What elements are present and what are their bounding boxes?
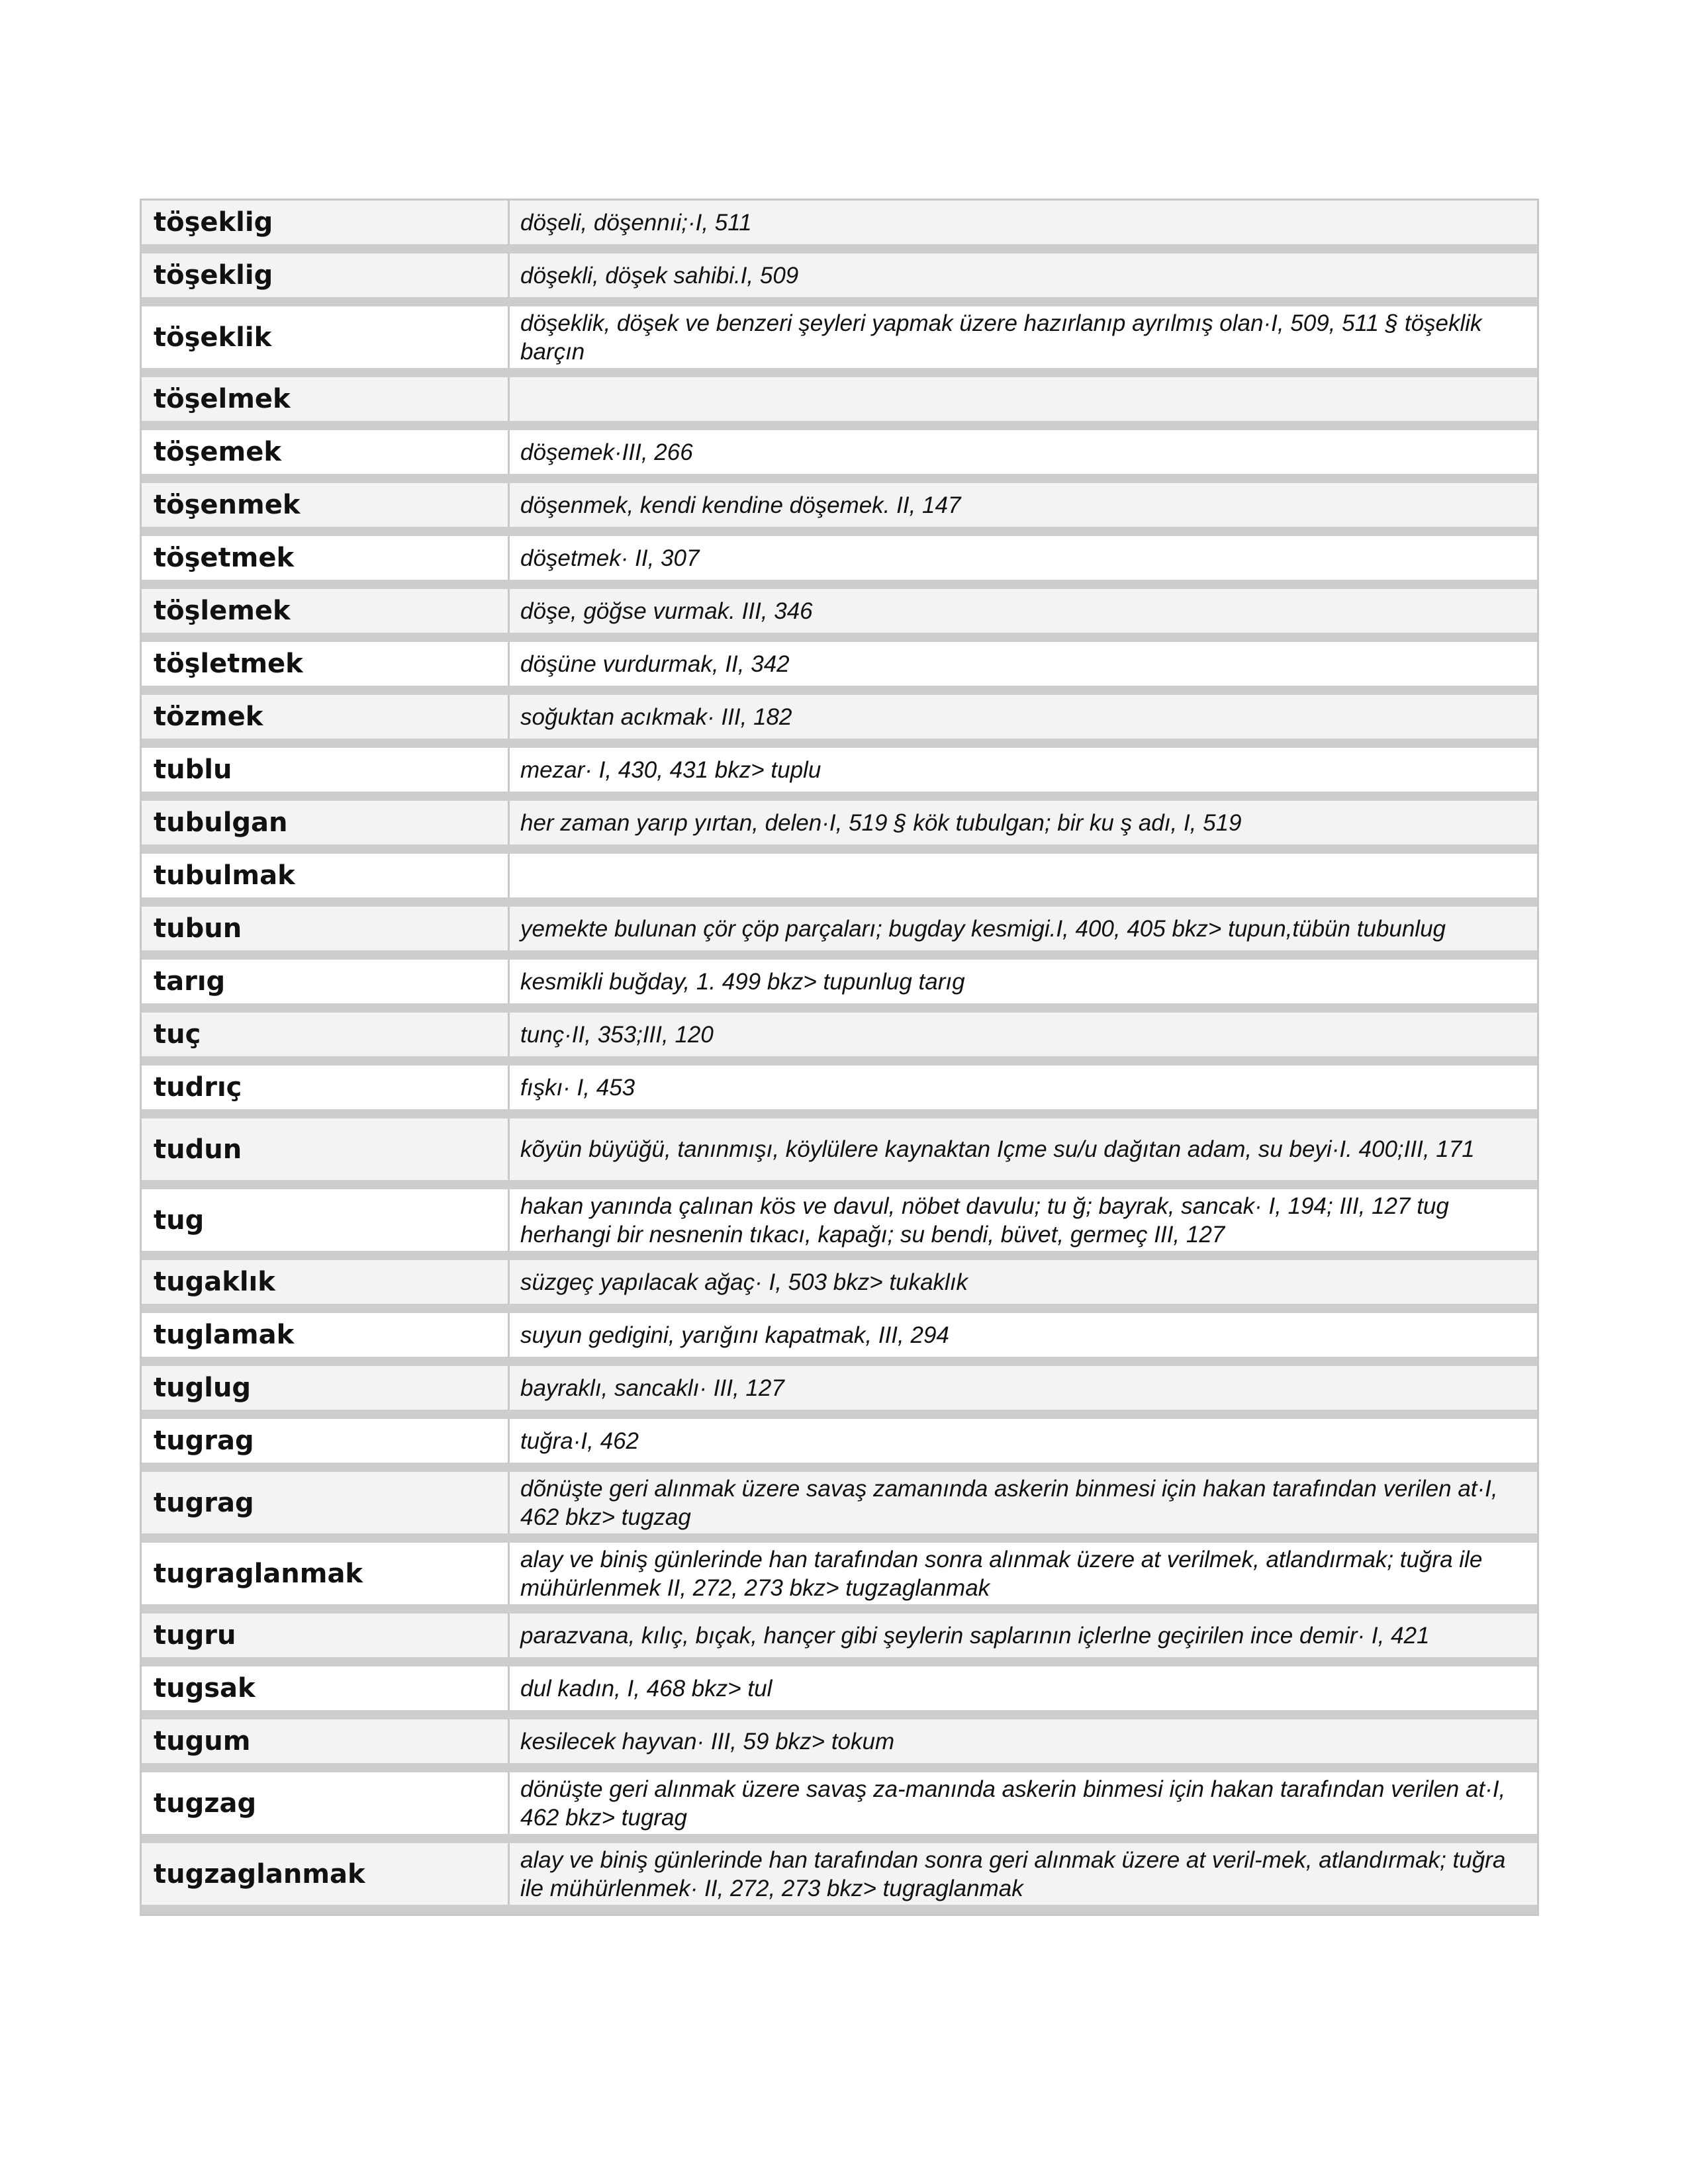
table-row — [142, 748, 1537, 801]
definition-cell — [510, 1419, 1537, 1463]
term-cell: töşetmek — [142, 536, 510, 580]
definition-cell — [510, 1772, 1537, 1834]
term-cell: tözmek — [142, 695, 510, 739]
table-row — [142, 642, 1537, 695]
definition-cell — [510, 1118, 1537, 1180]
term-cell: töşelmek — [142, 377, 510, 421]
definition-cell — [510, 1366, 1537, 1410]
table-row — [142, 377, 1537, 430]
definition-text: dõnüşte geri alınmak üzere savaş zamanında askerin binmesi için hakan tarafından verilen at·I, 462 bkz> tugzag — [520, 1475, 1498, 1530]
term-cell: tubulmak — [142, 854, 510, 897]
definition-text: döşüne vurdurmak, II, 342 — [520, 651, 790, 677]
definition-cell — [510, 1066, 1537, 1109]
term-cell: tuglug — [142, 1366, 510, 1410]
table-row — [142, 1843, 1537, 1914]
definition-cell — [510, 253, 1537, 297]
term-cell: töşeklik — [142, 306, 510, 368]
definition-cell — [510, 1614, 1537, 1657]
term-cell: tubun — [142, 907, 510, 950]
table-row — [142, 801, 1537, 854]
term-cell: tuç — [142, 1013, 510, 1056]
table-row — [142, 589, 1537, 642]
definition-cell — [510, 589, 1537, 633]
term-cell: töşletmek — [142, 642, 510, 686]
definition-text: döşeklik, döşek ve benzeri şeyleri yapmak üzere hazırlanıp ayrılmış olan·I, 509, 511 § töşeklik barçın — [520, 310, 1482, 365]
definition-cell — [510, 201, 1537, 244]
table-row — [142, 907, 1537, 960]
term-cell: tugrag — [142, 1472, 510, 1533]
definition-text: yemekte bulunan çör çöp parçaları; bugday kesmigi.I, 400, 405 bkz> tupun,tübün tubunlug — [520, 915, 1446, 942]
definition-text: alay ve biniş günlerinde han tarafından sonra alınmak üzere at verilmek, atlandırmak; tuğra ile mühürlenmek II, 272, 273 bkz> tugzaglanmak — [520, 1546, 1483, 1601]
term-cell: tugraglanmak — [142, 1543, 510, 1604]
definition-cell — [510, 1260, 1537, 1304]
definition-text: döşetmek· II, 307 — [520, 545, 700, 571]
term-cell: tug — [142, 1189, 510, 1251]
definition-text: döşekli, döşek sahibi.I, 509 — [520, 262, 799, 289]
definition-cell — [510, 801, 1537, 844]
definition-cell — [510, 642, 1537, 686]
term-cell: tugsak — [142, 1666, 510, 1710]
definition-text: kõyün büyüğü, tanınmışı, köylülere kaynaktan Içme su/u dağıtan adam, su beyi·I. 400;III, 171 — [520, 1136, 1475, 1162]
dictionary-table — [140, 199, 1539, 1916]
definition-cell — [510, 377, 1537, 421]
term-cell: töşlemek — [142, 589, 510, 633]
term-cell: tuglamak — [142, 1313, 510, 1357]
table-row — [142, 1066, 1537, 1118]
term-cell: tugum — [142, 1719, 510, 1763]
definition-text: her zaman yarıp yırtan, delen·I, 519 § kök tubulgan; bir ku ş adı, I, 519 — [520, 809, 1242, 836]
definition-text: mezar· I, 430, 431 bkz> tuplu — [520, 756, 821, 783]
definition-text: tunç·II, 353;III, 120 — [520, 1021, 714, 1048]
table-row — [142, 1614, 1537, 1666]
definition-cell — [510, 1189, 1537, 1251]
table-row — [142, 960, 1537, 1013]
term-cell: tudrıç — [142, 1066, 510, 1109]
table-row — [142, 1666, 1537, 1719]
definition-cell — [510, 907, 1537, 950]
table-row — [142, 483, 1537, 536]
definition-text: bayraklı, sancaklı· III, 127 — [520, 1375, 784, 1401]
table-row — [142, 1472, 1537, 1543]
table-row — [142, 1260, 1537, 1313]
table-row — [142, 201, 1537, 253]
term-cell: tugru — [142, 1614, 510, 1657]
table-row — [142, 1719, 1537, 1772]
definition-text: döşenmek, kendi kendine döşemek. II, 147 — [520, 492, 961, 518]
term-cell: töşenmek — [142, 483, 510, 527]
definition-text: kesmikli buğday, 1. 499 bkz> tupunlug tarıg — [520, 968, 965, 995]
definition-cell — [510, 536, 1537, 580]
definition-cell — [510, 960, 1537, 1003]
definition-cell — [510, 854, 1537, 897]
term-cell: töşeklig — [142, 253, 510, 297]
definition-cell — [510, 306, 1537, 368]
definition-text: döşe, göğse vurmak. III, 346 — [520, 598, 813, 624]
term-cell: töşeklig — [142, 201, 510, 244]
term-cell: tugrag — [142, 1419, 510, 1463]
definition-text: suyun gedigini, yarığını kapatmak, III, 294 — [520, 1322, 949, 1348]
definition-text: kesilecek hayvan· III, 59 bkz> tokum — [520, 1728, 895, 1754]
term-cell: tubulgan — [142, 801, 510, 844]
definition-text: tuğra·I, 462 — [520, 1428, 639, 1454]
definition-cell — [510, 1472, 1537, 1533]
term-cell: tarıg — [142, 960, 510, 1003]
definition-text: soğuktan acıkmak· III, 182 — [520, 704, 792, 730]
term-cell: tugzag — [142, 1772, 510, 1834]
definition-cell — [510, 1719, 1537, 1763]
table-row — [142, 1118, 1537, 1189]
definition-cell — [510, 695, 1537, 739]
definition-cell — [510, 748, 1537, 792]
table-row — [142, 430, 1537, 483]
definition-cell — [510, 1313, 1537, 1357]
definition-text: süzgeç yapılacak ağaç· I, 503 bkz> tukaklık — [520, 1269, 968, 1295]
table-row — [142, 536, 1537, 589]
table-row — [142, 1543, 1537, 1614]
table-row — [142, 1419, 1537, 1472]
table-row — [142, 695, 1537, 748]
definition-text: fışkı· I, 453 — [520, 1074, 635, 1101]
definition-cell — [510, 1543, 1537, 1604]
term-cell: töşemek — [142, 430, 510, 474]
term-cell: tudun — [142, 1118, 510, 1180]
definition-text: dul kadın, I, 468 bkz> tul — [520, 1675, 773, 1702]
definition-text: hakan yanında çalınan kös ve davul, nöbet davulu; tu ğ; bayrak, sancak· I, 194; III, 127 tug herhangi bir nesnenin tıkacı, kapağı; su bendi, büvet, germeç III, 127 — [520, 1193, 1449, 1248]
table-row — [142, 1772, 1537, 1843]
definition-text: döşemek·III, 266 — [520, 439, 693, 465]
definition-text: alay ve biniş günlerinde han tarafından sonra geri alınmak üzere at veril-mek, atlandırmak; tuğra ile mühürlenmek· II, 272, 273 bkz> tugraglanmak — [520, 1846, 1506, 1901]
definition-text: parazvana, kılıç, bıçak, hançer gibi şeylerin saplarının içlerlne geçirilen ince demir· I, 421 — [520, 1622, 1430, 1649]
table-row — [142, 1013, 1537, 1066]
definition-text: dönüşte geri alınmak üzere savaş za-manında askerin binmesi için hakan tarafından verilen at·I, 462 bkz> tugrag — [520, 1776, 1506, 1831]
definition-cell — [510, 430, 1537, 474]
definition-cell — [510, 483, 1537, 527]
table-row — [142, 854, 1537, 907]
definition-text: döşeli, döşennıi;·I, 511 — [520, 209, 752, 236]
table-row — [142, 306, 1537, 377]
table-row — [142, 1366, 1537, 1419]
term-cell: tugaklık — [142, 1260, 510, 1304]
term-cell: tublu — [142, 748, 510, 792]
table-row — [142, 253, 1537, 306]
table-row — [142, 1189, 1537, 1260]
definition-cell — [510, 1843, 1537, 1905]
definition-cell — [510, 1666, 1537, 1710]
definition-cell — [510, 1013, 1537, 1056]
table-row — [142, 1313, 1537, 1366]
term-cell: tugzaglanmak — [142, 1843, 510, 1905]
